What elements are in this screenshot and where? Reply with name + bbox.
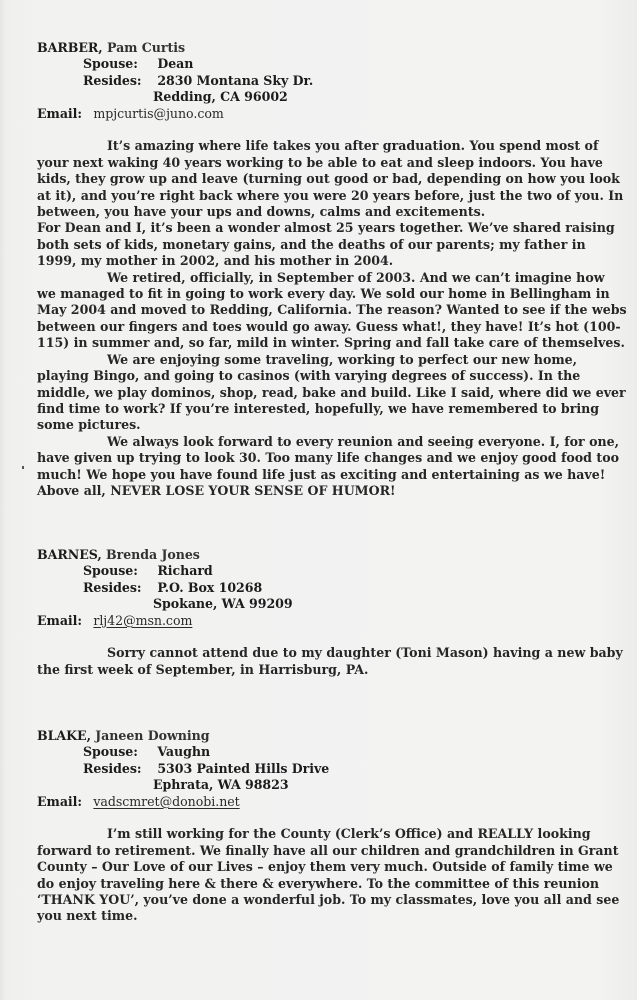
spouse-row	[37, 563, 627, 579]
email-label: Email:	[37, 793, 83, 809]
resides-row	[37, 761, 627, 777]
paragraph: We retired, officially, in September of 2003. And we can’t imagine how we managed to fit in going to work every day. We sold our home in Bellingham in May 2004 and moved to Redding, California. The reason? Wanted to see if the webs between our fingers and toes would go away. Guess what!, they have! It’s hot (100-115) in summer and, so far, mild in winter. Spring and fall take care of themselves.	[37, 269, 627, 351]
entry-blake	[37, 728, 627, 925]
scan-speck	[22, 466, 24, 469]
spouse-row	[37, 56, 627, 72]
email-link[interactable]: vadscmret@donobi.net	[93, 793, 240, 809]
surname: BLAKE,	[37, 728, 91, 743]
email-row	[37, 106, 627, 122]
address-line-1: 2830 Montana Sky Dr.	[157, 72, 314, 88]
entry-message	[37, 645, 627, 678]
entry-name	[37, 40, 627, 56]
entry-message	[37, 138, 627, 499]
entry-barnes	[37, 547, 627, 678]
paragraph: It’s amazing where life takes you after graduation. You spend most of your next waking 40 years working to be able to eat and sleep indoors. You have kids, they grow up and leave (turning out good or bad, depending on how you look at it), and you’re right back where you were 20 years before, just the two of you. In between, you have your ups and downs, calms and excitements.	[37, 138, 624, 220]
spouse-value: Vaughn	[157, 744, 211, 760]
address-line-1: P.O. Box 10268	[157, 579, 263, 595]
paragraph: Sorry cannot attend due to my daughter (Toni Mason) having a new baby the first week of September, in Harrisburg, PA.	[37, 645, 623, 677]
email-label: Email:	[37, 105, 83, 121]
address-line-1: 5303 Painted Hills Drive	[157, 760, 330, 776]
spouse-label: Spouse:	[83, 56, 138, 72]
email-label: Email:	[37, 612, 83, 628]
given-name: Pam Curtis	[106, 40, 185, 55]
entry-barber	[37, 40, 627, 499]
entry-message	[37, 826, 627, 924]
email-row	[37, 613, 627, 629]
resides-label: Resides:	[83, 760, 142, 776]
entry-name	[37, 547, 627, 563]
given-name: Brenda Jones	[106, 547, 200, 562]
paragraph: For Dean and I, it’s been a wonder almost 25 years together. We’ve shared raising both sets of kids, monetary gains, and the deaths of our parents; my father in 1999, my mother in 2002, and his mother in 2004.	[37, 220, 615, 269]
email-row	[37, 794, 627, 810]
entry-name	[37, 728, 627, 744]
email-link[interactable]: mpjcurtis@juno.com	[93, 105, 224, 121]
resides-row	[37, 73, 627, 89]
spouse-label: Spouse:	[83, 744, 138, 760]
paragraph: We always look forward to every reunion and seeing everyone. I, for one, have given up trying to look 30. Too many life changes and we enjoy good food too much! We hope you have found life just as exciting and entertaining as we have! Above all, NEVER LOSE YOUR SENSE OF HUMOR!	[37, 433, 620, 498]
spouse-value: Dean	[157, 56, 194, 72]
surname: BARNES,	[37, 547, 102, 562]
given-name: Janeen Downing	[95, 728, 210, 743]
resides-row	[37, 580, 627, 596]
paragraph: I’m still working for the County (Clerk’s Office) and REALLY looking forward to retirement. We finally have all our children and grandchildren in Grant County – Our Love of our Lives – enjoy them very much. Outside of family time we do enjoy traveling here & there & everywhere. To the committee of this reunion ‘THANK YOU’, you’ve done a wonderful job. To my classmates, love you all and see you next time.	[37, 826, 620, 924]
address-line-2: Spokane, WA 99209	[153, 596, 293, 612]
address-line-2: Ephrata, WA 98823	[153, 777, 289, 793]
spouse-row	[37, 744, 627, 760]
surname: BARBER,	[37, 40, 103, 55]
resides-label: Resides:	[83, 72, 142, 88]
address-line-2: Redding, CA 96002	[153, 89, 288, 105]
email-link[interactable]: rlj42@msn.com	[93, 612, 193, 628]
resides-label: Resides:	[83, 579, 142, 595]
paragraph: We are enjoying some traveling, working to perfect our new home, playing Bingo, and going to casinos (with varying degrees of success). In the middle, we play dominos, shop, read, bake and build. Like I said, where did we ever find time to work? If you’re interested, hopefully, we have remembered to bring some pictures.	[37, 351, 626, 433]
spouse-label: Spouse:	[83, 563, 138, 579]
spouse-value: Richard	[157, 563, 213, 579]
